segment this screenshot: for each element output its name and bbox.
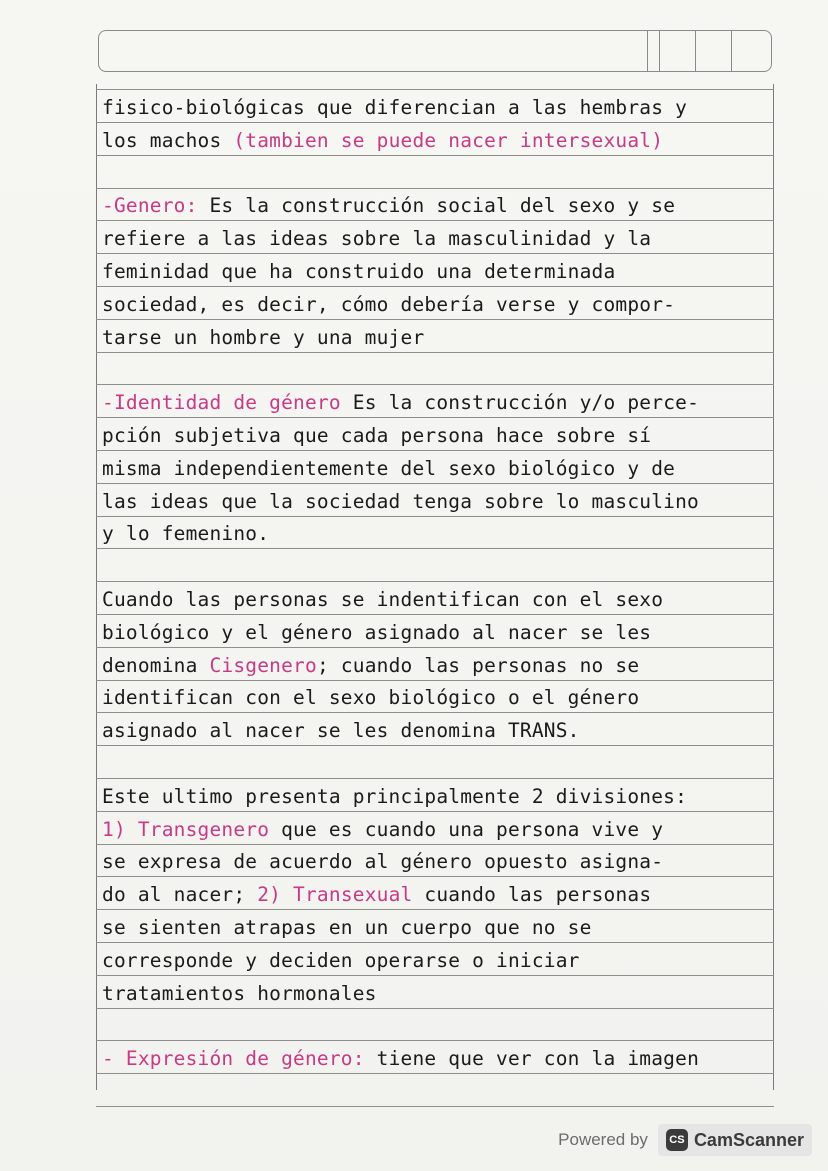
ruled-line xyxy=(96,548,774,549)
note-text: corresponde y deciden operarse o iniciar xyxy=(102,948,580,972)
note-line xyxy=(102,260,770,284)
note-text: misma independientemente del sexo biológico y de xyxy=(102,456,676,480)
ruled-line xyxy=(96,352,774,353)
note-text: tarse un hombre y una mujer xyxy=(102,325,425,349)
note-line xyxy=(102,588,770,612)
ruled-line xyxy=(96,384,774,385)
note-line xyxy=(102,654,770,678)
note-line xyxy=(102,785,770,809)
note-text: Es la construcción social del sexo y se xyxy=(197,194,676,218)
note-heading-text: -Genero: xyxy=(102,194,198,218)
ruled-line-top xyxy=(96,89,774,90)
note-line xyxy=(102,1047,770,1071)
note-text: fisico-biológicas que diferencian a las hembras y xyxy=(102,96,688,119)
note-heading-text: Cisgenero xyxy=(209,653,317,677)
ruled-line xyxy=(96,155,774,156)
ruled-line xyxy=(96,188,774,189)
header-cell-divider xyxy=(731,31,732,71)
note-text: se sienten atrapas en un cuerpo que no se xyxy=(102,916,592,939)
note-text: los machos xyxy=(102,128,234,152)
ruled-line xyxy=(96,844,774,845)
note-text: tiene que ver con la imagen xyxy=(364,1047,700,1071)
powered-by-label: Powered by xyxy=(558,1130,648,1149)
ruled-line xyxy=(96,680,774,681)
camscanner-brand xyxy=(658,1124,812,1156)
ruled-line xyxy=(96,286,774,287)
note-text: pción subjetiva que cada persona hace sobre sí xyxy=(102,424,652,447)
note-text: tratamientos hormonales xyxy=(102,981,377,1005)
ruled-line xyxy=(96,712,774,713)
note-line xyxy=(102,818,770,842)
note-line xyxy=(102,227,770,251)
header-cell-divider xyxy=(659,31,660,71)
ruled-line xyxy=(96,909,774,910)
note-text: denomina xyxy=(102,653,210,677)
ruled-line xyxy=(96,253,774,254)
note-line xyxy=(102,686,770,710)
ruled-line xyxy=(96,942,774,943)
note-text: Este ultimo presenta principalmente 2 divisiones: xyxy=(102,784,688,808)
ruled-line xyxy=(96,614,774,615)
note-line xyxy=(102,391,770,415)
note-text: asignado al nacer se les denomina TRANS. xyxy=(102,719,580,743)
note-line xyxy=(102,194,770,218)
header-cell-divider xyxy=(695,31,696,71)
ruled-line xyxy=(96,811,774,812)
note-heading-text: 1) Transgenero xyxy=(102,817,270,841)
note-line xyxy=(102,850,770,874)
note-heading-text: 2) Transexual xyxy=(257,883,413,907)
note-text: Es la construcción y/o perce- xyxy=(340,391,700,415)
ruled-line xyxy=(96,122,774,123)
ruled-line xyxy=(96,975,774,976)
note-line xyxy=(102,129,770,153)
ruled-line xyxy=(96,1040,774,1041)
camscanner-footer xyxy=(558,1124,812,1156)
ruled-line xyxy=(96,483,774,484)
ruled-line xyxy=(96,450,774,451)
note-line xyxy=(102,293,770,317)
note-text: y lo femenino. xyxy=(102,522,270,546)
ruled-line xyxy=(96,417,774,418)
note-line xyxy=(102,982,770,1006)
ruled-line xyxy=(96,1008,774,1009)
note-text: refiere a las ideas sobre la masculinidad y la xyxy=(102,227,652,251)
ruled-line xyxy=(96,220,774,221)
note-text: identifican con el sexo biológico o el género xyxy=(102,686,640,710)
ruled-line xyxy=(96,581,774,582)
note-text: se expresa de acuerdo al género opuesto asigna- xyxy=(102,850,664,874)
ruled-line xyxy=(96,876,774,877)
note-text: feminidad que ha construido una determinada xyxy=(102,260,616,283)
note-line xyxy=(102,522,770,546)
note-heading-text: -Identidad de género xyxy=(102,391,341,415)
note-line xyxy=(102,490,770,514)
ruled-line xyxy=(96,1106,774,1107)
camscanner-brand-name: CamScanner xyxy=(693,1129,804,1150)
camscanner-logo-icon: CS xyxy=(666,1129,688,1151)
note-heading-text: - Expresión de género: xyxy=(102,1047,365,1071)
note-text: ; cuando las personas no se xyxy=(316,653,640,677)
header-cell-divider xyxy=(647,31,648,71)
ruled-line xyxy=(96,1073,774,1074)
note-text: Cuando las personas se indentifican con el sexo xyxy=(102,588,664,611)
note-line xyxy=(102,424,770,448)
ruled-line xyxy=(96,745,774,746)
header-box xyxy=(98,30,772,72)
note-text: do al nacer; xyxy=(102,883,258,907)
ruled-line xyxy=(96,516,774,517)
note-text: las ideas que la sociedad tenga sobre lo masculino xyxy=(102,489,699,513)
note-line xyxy=(102,883,770,907)
note-text: sociedad, es decir, cómo debería verse y compor- xyxy=(102,292,676,316)
note-line xyxy=(102,326,770,350)
ruled-line xyxy=(96,778,774,779)
ruled-line xyxy=(96,647,774,648)
note-heading-text: (tambien se puede nacer intersexual) xyxy=(233,128,664,152)
note-line xyxy=(102,457,770,481)
note-text: cuando las personas xyxy=(412,883,652,907)
note-text: biológico y el género asignado al nacer se les xyxy=(102,620,652,644)
note-line xyxy=(102,621,770,645)
note-line xyxy=(102,96,770,120)
note-line xyxy=(102,916,770,940)
note-line xyxy=(102,949,770,973)
note-line xyxy=(102,719,770,743)
note-text: que es cuando una persona vive y xyxy=(269,817,664,841)
ruled-line xyxy=(96,319,774,320)
